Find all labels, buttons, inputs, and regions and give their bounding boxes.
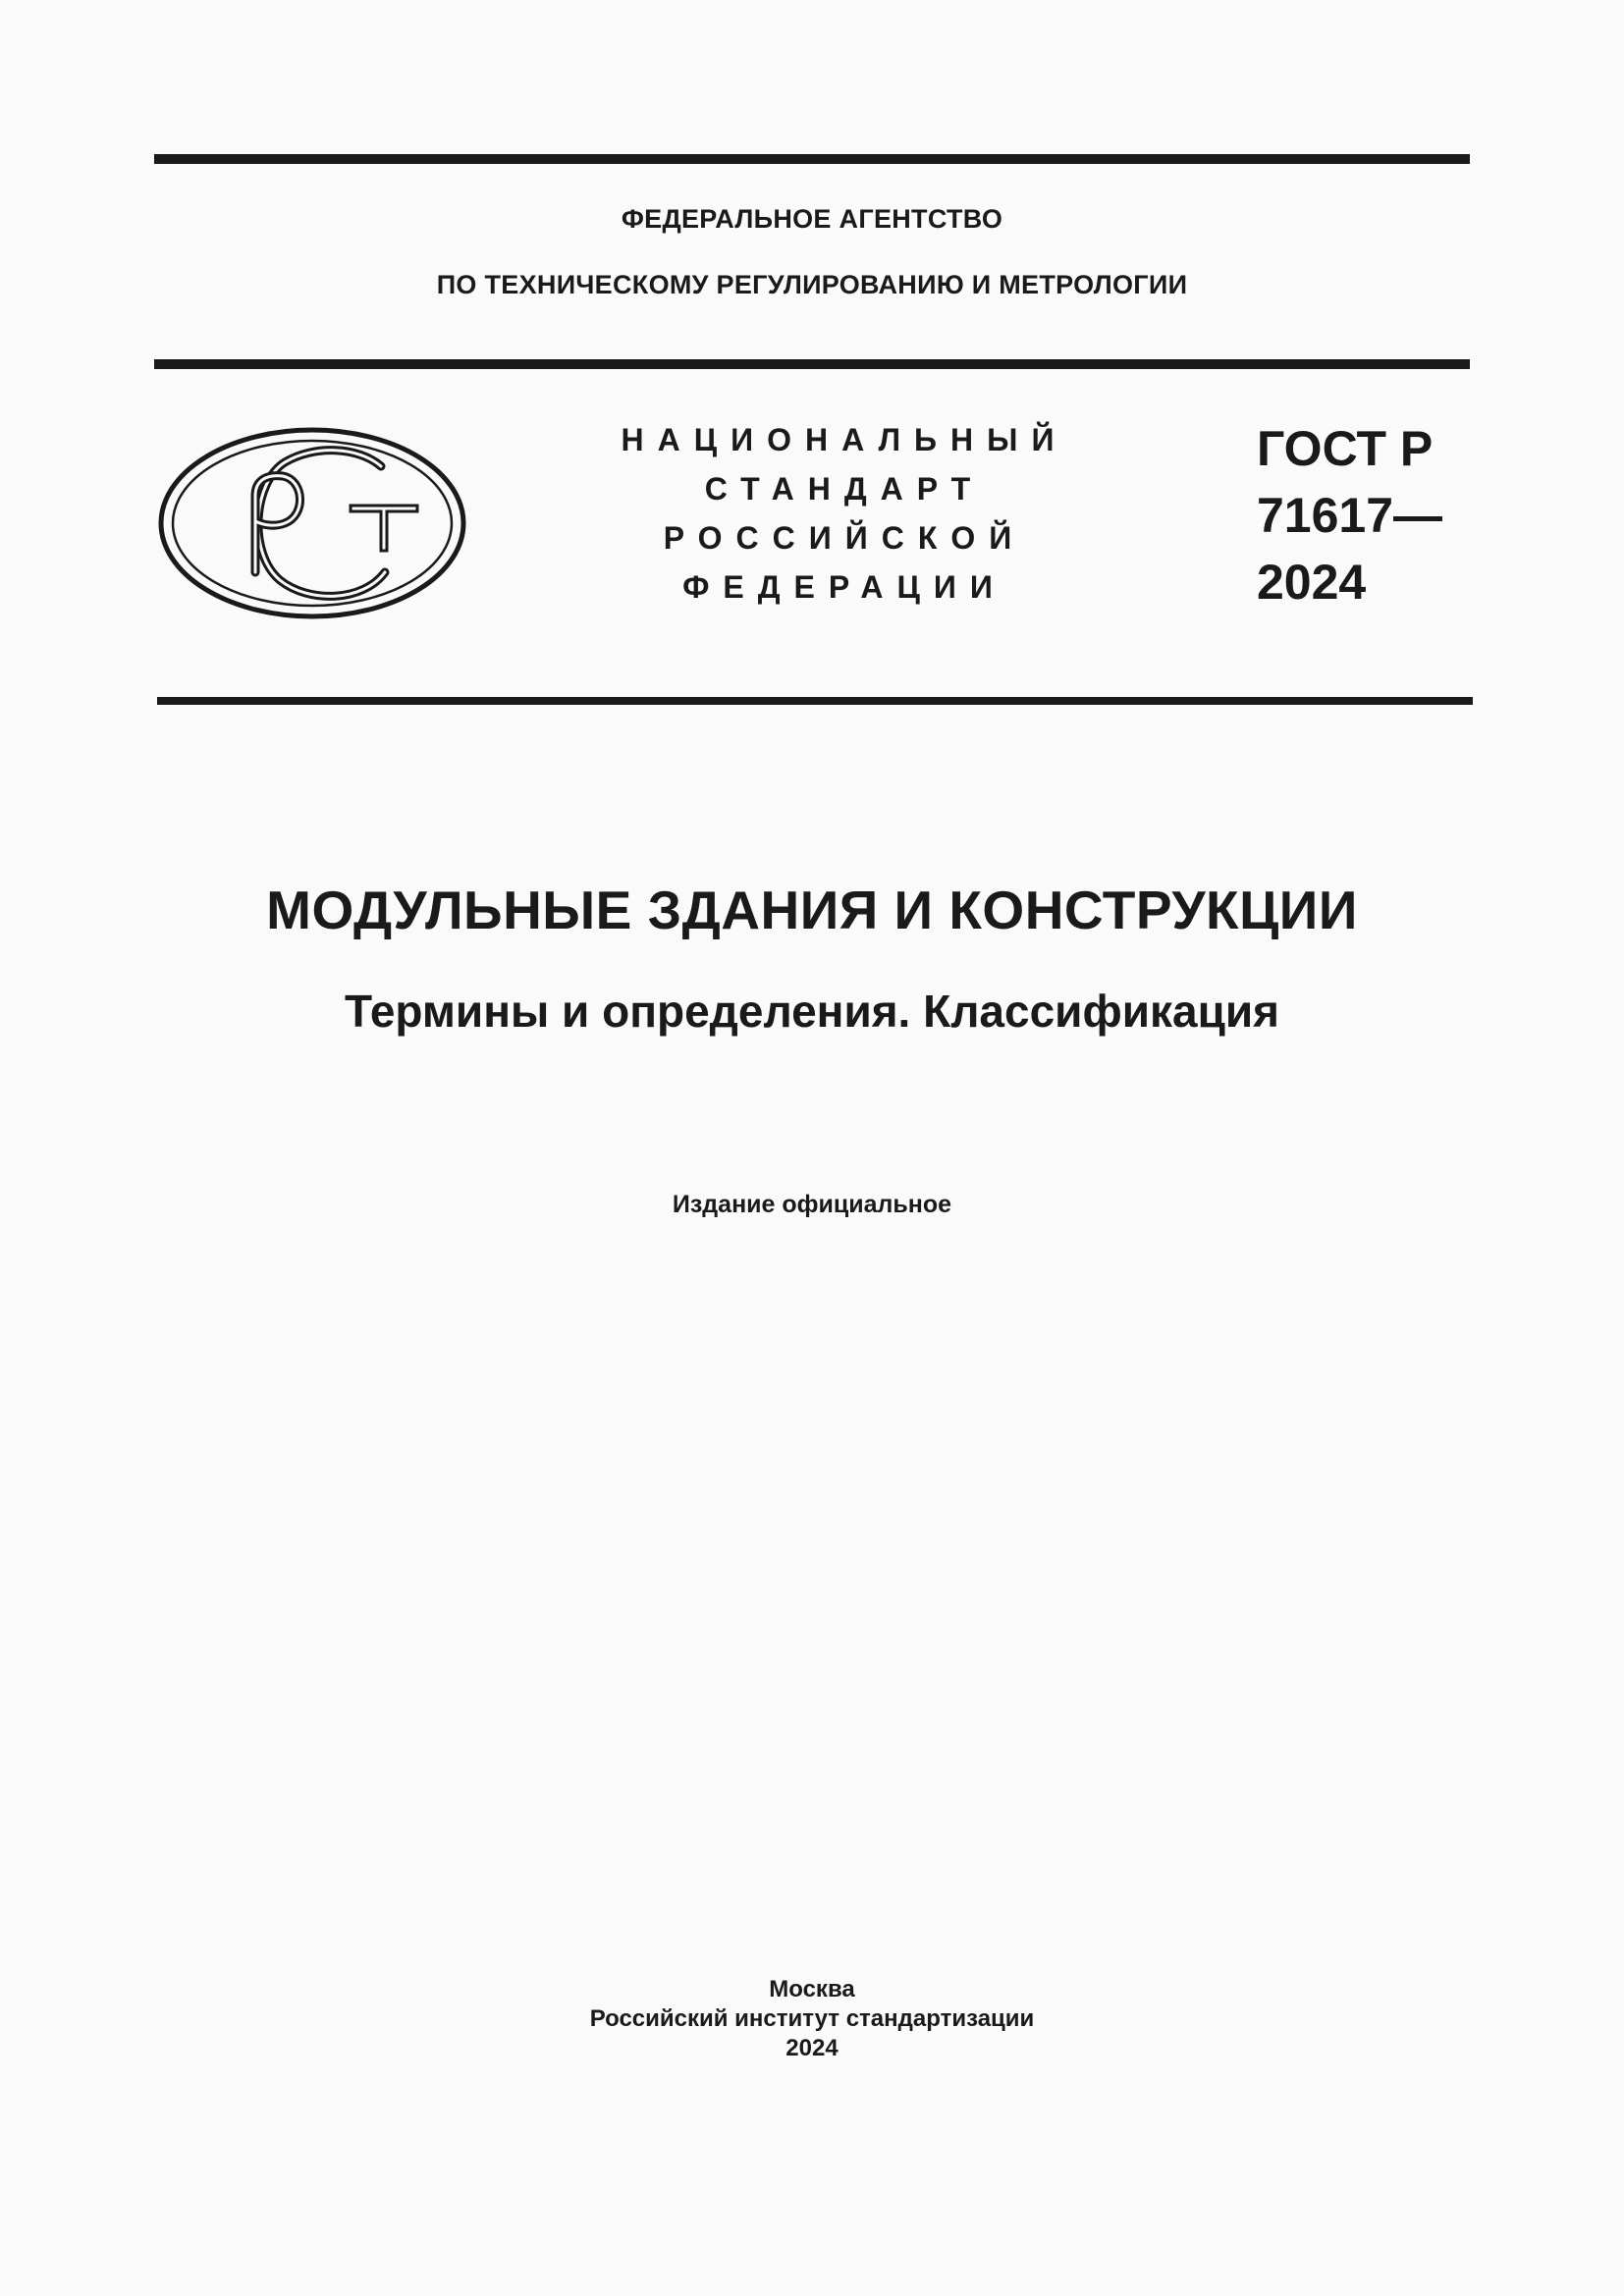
national-standard-line-3: РОССИЙСКОЙ bbox=[663, 520, 1026, 556]
agency-name-line-2: ПО ТЕХНИЧЕСКОМУ РЕГУЛИРОВАНИЮ И МЕТРОЛОГИИ bbox=[436, 270, 1188, 299]
national-standard-line-2: СТАНДАРТ bbox=[704, 471, 985, 507]
document-title: МОДУЛЬНЫЕ ЗДАНИЯ И КОНСТРУКЦИИ bbox=[266, 880, 1358, 940]
national-standard-line-1: НАЦИОНАЛЬНЫЙ bbox=[621, 422, 1068, 457]
imprint-city: Москва bbox=[769, 1976, 855, 2002]
bottom-rule bbox=[157, 697, 1473, 705]
national-standard-line-4: ФЕДЕРАЦИИ bbox=[682, 569, 1006, 605]
standard-designation-line-1: ГОСТ Р bbox=[1257, 421, 1434, 476]
edition-note: Издание официальное bbox=[672, 1191, 952, 1218]
middle-rule bbox=[154, 359, 1470, 369]
imprint-year: 2024 bbox=[785, 2035, 839, 2061]
standard-designation-line-2: 71617— bbox=[1257, 488, 1443, 543]
top-rule bbox=[154, 154, 1470, 164]
imprint-publisher: Российский институт стандартизации bbox=[589, 2005, 1035, 2032]
standard-designation-line-3: 2024 bbox=[1257, 555, 1367, 610]
document-subtitle: Термины и определения. Классификация bbox=[345, 986, 1279, 1037]
rst-logo-icon bbox=[157, 425, 467, 621]
agency-name-line-1: ФЕДЕРАЛЬНОЕ АГЕНТСТВО bbox=[621, 204, 1003, 234]
